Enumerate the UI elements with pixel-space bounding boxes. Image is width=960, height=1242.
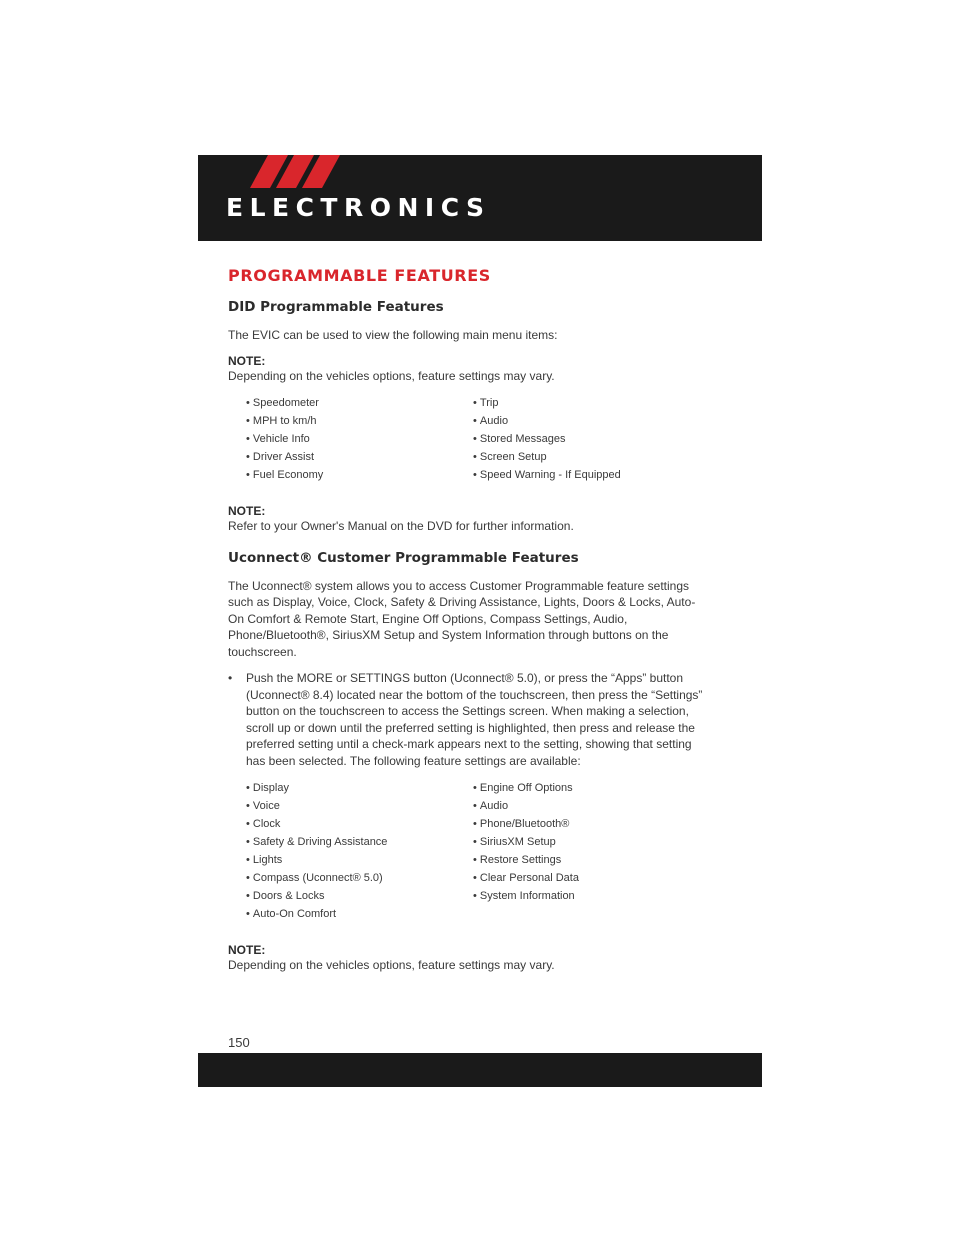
list-item: • Stored Messages bbox=[473, 432, 723, 446]
uconnect-settings-list bbox=[246, 781, 708, 921]
section-title: ELECTRONICS bbox=[226, 193, 491, 222]
did-menu-list bbox=[246, 396, 708, 482]
list-item: • Speed Warning - If Equipped bbox=[473, 468, 723, 482]
list-item: • Compass (Uconnect® 5.0) bbox=[246, 871, 473, 885]
bullet-dot: • bbox=[228, 671, 233, 685]
footer-bar bbox=[198, 1053, 762, 1087]
page-title: PROGRAMMABLE FEATURES bbox=[228, 266, 491, 285]
list-item: • SiriusXM Setup bbox=[473, 835, 723, 849]
list-item: • Display bbox=[246, 781, 473, 795]
bullet-text: Push the MORE or SETTINGS button (Uconnect® 5.0), or press the “Apps” button (Uconnect® 8.4) located near the bottom of the touchscreen, then press the “Settings” button on the touchscreen to access the Settings screen. When making a selection, scroll up or down until the preferred setting is highlighted, then press and release the preferred setting until a check-mark appears next to the setting, showing that setting has been selected. The following feature settings are available: bbox=[246, 671, 703, 768]
list-item: • Audio bbox=[473, 414, 723, 428]
list-item: • Restore Settings bbox=[473, 853, 723, 867]
note-text: Refer to your Owner's Manual on the DVD for further information. bbox=[228, 518, 574, 533]
note-text: Depending on the vehicles options, feature settings may vary. bbox=[228, 958, 555, 972]
note-label: NOTE: bbox=[228, 943, 266, 957]
section-header-bar bbox=[198, 155, 762, 241]
list-item: • Doors & Locks bbox=[246, 889, 473, 903]
note-text: Depending on the vehicles options, feature settings may vary. bbox=[228, 368, 555, 383]
uconnect-paragraph: The Uconnect® system allows you to access Customer Programmable feature settings such as Display, Voice, Clock, Safety & Driving Assistance, Lights, Doors & Locks, Auto-On Comfort & Remote Start, Engine Off Options, Compass Settings, Audio, Phone/Bluetooth®, SiriusXM Setup and System Information through buttons on the touchscreen. bbox=[228, 578, 696, 659]
list-item: • Engine Off Options bbox=[473, 781, 723, 795]
list-item: • Phone/Bluetooth® bbox=[473, 817, 723, 831]
list-item: • MPH to km/h bbox=[246, 414, 473, 428]
list-item: • Voice bbox=[246, 799, 473, 813]
uconnect-bullet bbox=[228, 670, 708, 769]
uconnect-heading: Uconnect® Customer Programmable Features bbox=[228, 549, 579, 566]
did-heading: DID Programmable Features bbox=[228, 299, 444, 315]
list-item: • Driver Assist bbox=[246, 450, 473, 464]
list-item: • Trip bbox=[473, 396, 723, 410]
list-item: • Speedometer bbox=[246, 396, 473, 410]
note-label: NOTE: bbox=[228, 503, 266, 518]
page-number: 150 bbox=[228, 1035, 250, 1050]
list-item: • Clear Personal Data bbox=[473, 871, 723, 885]
page-content bbox=[228, 266, 708, 983]
did-intro: The EVIC can be used to view the following main menu items: bbox=[228, 328, 558, 342]
list-item: • Clock bbox=[246, 817, 473, 831]
list-item: • Safety & Driving Assistance bbox=[246, 835, 473, 849]
list-item: • Fuel Economy bbox=[246, 468, 473, 482]
list-item: • Vehicle Info bbox=[246, 432, 473, 446]
list-item: • Auto-On Comfort bbox=[246, 907, 473, 921]
list-item: • System Information bbox=[473, 889, 723, 903]
list-item: • Lights bbox=[246, 853, 473, 867]
list-item: • Audio bbox=[473, 799, 723, 813]
list-item: • Screen Setup bbox=[473, 450, 723, 464]
note-label: NOTE: bbox=[228, 353, 266, 368]
